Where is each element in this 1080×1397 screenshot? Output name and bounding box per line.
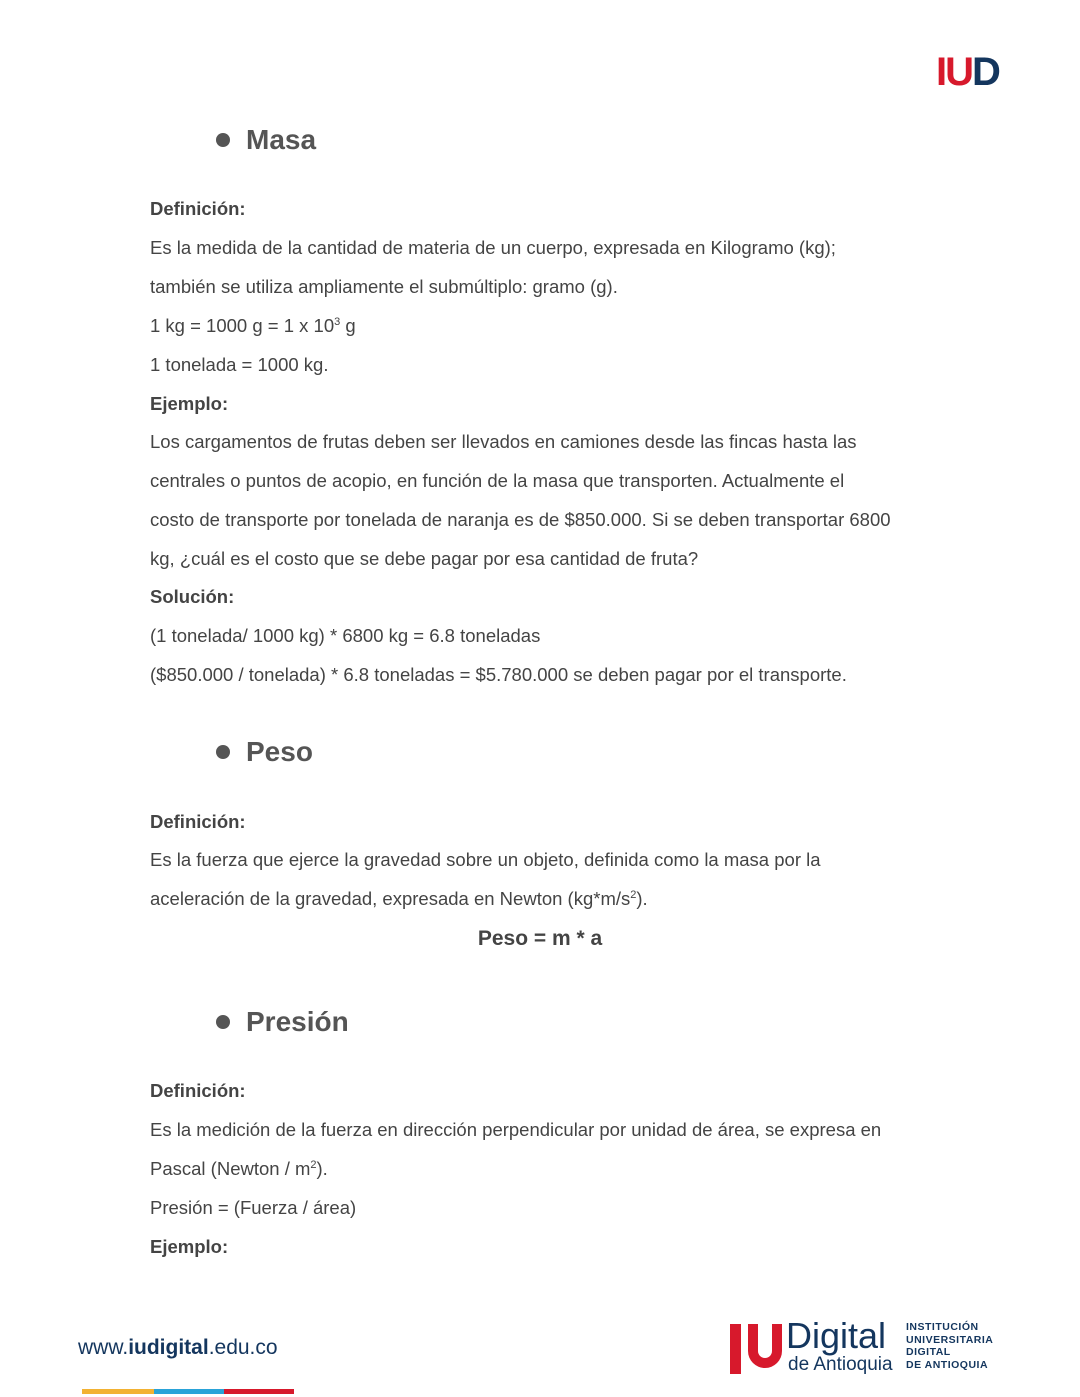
inst-line: DIGITAL [906,1346,951,1358]
masa-def-line2: también se utiliza ampliamente el submúltiplo: gramo (g). [150,276,618,297]
peso-def-line2 [150,887,950,911]
presion-def-line2-tail: ). [316,1158,328,1179]
masa-eq1-main: 1 kg = 1000 g = 1 x 10 [150,315,335,336]
presion-ej-label: Ejemplo: [150,1236,229,1257]
presion-def-exponent: 2 [310,1158,317,1171]
presion-def-line1: Es la medición de la fuerza en dirección perpendicular por unidad de área, se expresa en [150,1119,882,1140]
logo-institution-text [906,1321,993,1371]
presion-def-line2 [150,1157,950,1181]
masa-ej-line2: centrales o puntos de acopio, en función de la masa que transporten. Actualmente el [150,470,845,491]
peso-def-line1: Es la fuerza que ejerce la gravedad sobre un objeto, definida como la masa por la [150,849,821,870]
masa-eq2: 1 tonelada = 1000 kg. [150,354,329,375]
footer-url-post: .edu.co [208,1336,278,1359]
bullet-icon [216,745,230,759]
footer-url-pre: www. [78,1336,129,1359]
peso-formula: Peso = m * a [477,927,603,950]
masa-eq1-unit: g [340,315,356,336]
peso-def-line2-tail: ). [636,888,648,909]
heading-masa [216,120,316,160]
bullet-icon [216,133,230,147]
masa-ej-label: Ejemplo: [150,393,229,414]
presion-def-label: Definición: [150,1080,246,1101]
iud-logo-iu: IU [936,50,972,94]
heading-presion-text: Presión [246,1006,349,1037]
iu-digital-logo [730,1315,1020,1378]
iud-logo [936,50,999,94]
masa-ej-line1: Los cargamentos de frutas deben ser llevados en camiones desde las fincas hasta las [150,431,857,452]
masa-sol-label: Solución: [150,586,235,607]
masa-sol-line1: (1 tonelada/ 1000 kg) * 6800 kg = 6.8 toneladas [150,625,541,646]
logo-i-shape [730,1324,741,1374]
footer-bar-red [224,1389,294,1394]
inst-line: INSTITUCIÓN [906,1321,979,1333]
logo-digital-text: Digital [786,1315,887,1356]
logo-subtitle: de Antioquia [788,1354,893,1375]
masa-eq1 [150,314,950,338]
masa-def-label: Definición: [150,198,246,219]
footer-bar-yellow [82,1389,154,1394]
masa-ej-line3: costo de transporte por tonelada de naranja es de $850.000. Si se deben transportar 6800 [150,509,891,530]
heading-peso [216,732,313,772]
footer-url-bold: iudigital [128,1336,209,1359]
masa-sol-line2: ($850.000 / tonelada) * 6.8 toneladas = $5.780.000 se deben pagar por el transporte. [150,664,847,685]
iud-logo-d: D [972,50,999,94]
masa-ej-line4: kg, ¿cuál es el costo que se debe pagar por esa cantidad de fruta? [150,548,699,569]
inst-line: DE ANTIOQUIA [906,1358,989,1371]
bullet-icon [216,1015,230,1029]
footer-url[interactable] [78,1335,278,1361]
heading-masa-text: Masa [246,124,317,155]
masa-eq1-exponent: 3 [334,315,341,328]
presion-def-line2-main: Pascal (Newton / m [150,1158,311,1179]
peso-def-exponent: 2 [630,888,637,901]
footer-bar-blue [154,1389,224,1394]
masa-def-line1: Es la medida de la cantidad de materia de un cuerpo, expresada en Kilogramo (kg); [150,237,836,258]
heading-presion [216,1002,349,1042]
logo-u-shape [748,1324,782,1368]
inst-line: UNIVERSITARIA [906,1333,994,1346]
peso-def-line2-main: aceleración de la gravedad, expresada en Newton (kg*m/s [150,888,631,909]
heading-peso-text: Peso [246,736,313,767]
peso-def-label: Definición: [150,811,246,832]
presion-formula: Presión = (Fuerza / área) [150,1197,357,1218]
